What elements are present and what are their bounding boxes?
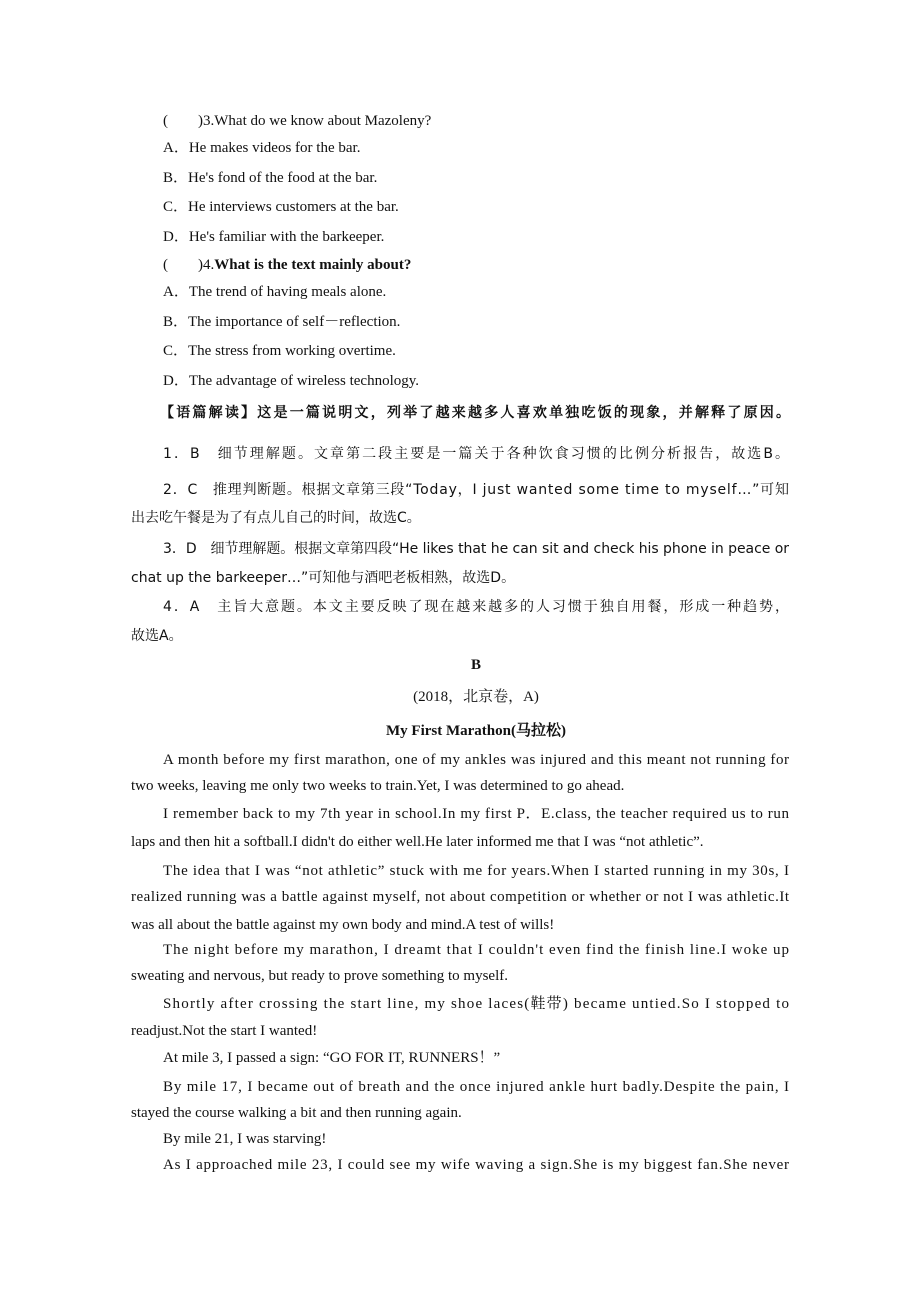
analysis-line: 2．C 推理判断题。根据文章第三段“Today，I just wanted some time to myself…”可知: [163, 482, 790, 498]
question-4: [163, 256, 411, 274]
option: C．He interviews customers at the bar.: [163, 199, 399, 215]
passage-line: The night before my marathon, I dreamt that I couldn't even find the finish line.I woke up: [163, 942, 791, 958]
analysis-line: 出去吃午餐是为了有点儿自己的时间，故选C。: [131, 510, 421, 526]
analysis-title: 【语篇解读】这是一篇说明文，列举了越来越多人喜欢单独吃饭的现象，并解释了原因。: [160, 405, 793, 421]
passage-line: laps and then hit a softball.I didn't do either well.He later informed me that I was “not athletic”.: [131, 834, 704, 850]
section-letter: B: [470, 657, 481, 673]
section-source: (2018，北京卷，A): [413, 689, 539, 705]
passage-line: readjust.Not the start I wanted!: [131, 1023, 318, 1039]
option: D．He's familiar with the barkeeper.: [163, 229, 385, 245]
analysis-line: 3．D 细节理解题。根据文章第四段“He likes that he can sit and check his phone in peace or: [163, 541, 789, 557]
question-stem: What do we know about Mazoleny?: [214, 113, 432, 129]
passage-line: was all about the battle against my own body and mind.A test of wills!: [131, 917, 555, 933]
passage-line: Shortly after crossing the start line, my shoe laces(鞋带) became untied.So I stopped to: [163, 996, 791, 1012]
passage-line: By mile 21, I was starving!: [163, 1131, 327, 1147]
passage-line: two weeks, leaving me only two weeks to train.Yet, I was determined to go ahead.: [131, 778, 625, 794]
question-3: [163, 112, 431, 130]
option: C．The stress from working overtime.: [163, 343, 396, 359]
passage-line: sweating and nervous, but ready to prove something to myself.: [131, 968, 509, 984]
option: D．The advantage of wireless technology.: [163, 373, 420, 389]
analysis-line: chat up the barkeeper…”可知他与酒吧老板相熟，故选D。: [131, 570, 516, 586]
question-stem: What is the text mainly about?: [214, 257, 412, 273]
passage-line: I remember back to my 7th year in school.In my first P．E.class, the teacher required us to run: [163, 806, 790, 822]
passage-line: stayed the course walking a bit and then running again.: [131, 1105, 462, 1121]
analysis-line: 故选A。: [131, 628, 183, 644]
passage-line: realized running was a battle against myself, not about competition or whether or not I was athletic.It: [131, 889, 790, 905]
option: B．He's fond of the food at the bar.: [163, 170, 378, 186]
passage-line: The idea that I was “not athletic” stuck with me for years.When I started running in my 30s, I: [163, 863, 790, 879]
analysis-line: 1．B 细节理解题。文章第二段主要是一篇关于各种饮食习惯的比例分析报告，故选B。: [163, 446, 792, 462]
option: A．He makes videos for the bar.: [163, 140, 361, 156]
passage-title: My First Marathon(马拉松): [386, 723, 566, 739]
analysis-line: 4．A 主旨大意题。本文主要反映了现在越来越多的人习惯于独自用餐，形成一种趋势，: [163, 599, 791, 615]
passage-line: By mile 17, I became out of breath and the once injured ankle hurt badly.Despite the pain, I: [163, 1079, 790, 1095]
passage-line: A month before my first marathon, one of my ankles was injured and this meant not running for: [163, 752, 790, 768]
answer-blank: ( )4.: [163, 257, 215, 273]
passage-line: As I approached mile 23, I could see my wife waving a sign.She is my biggest fan.She never: [163, 1157, 790, 1173]
passage-line: At mile 3, I passed a sign: “GO FOR IT, RUNNERS！”: [163, 1050, 501, 1066]
answer-blank: ( )3.: [163, 113, 215, 129]
option: B．The importance of self－reflection.: [163, 314, 401, 330]
option: A．The trend of having meals alone.: [163, 284, 387, 300]
